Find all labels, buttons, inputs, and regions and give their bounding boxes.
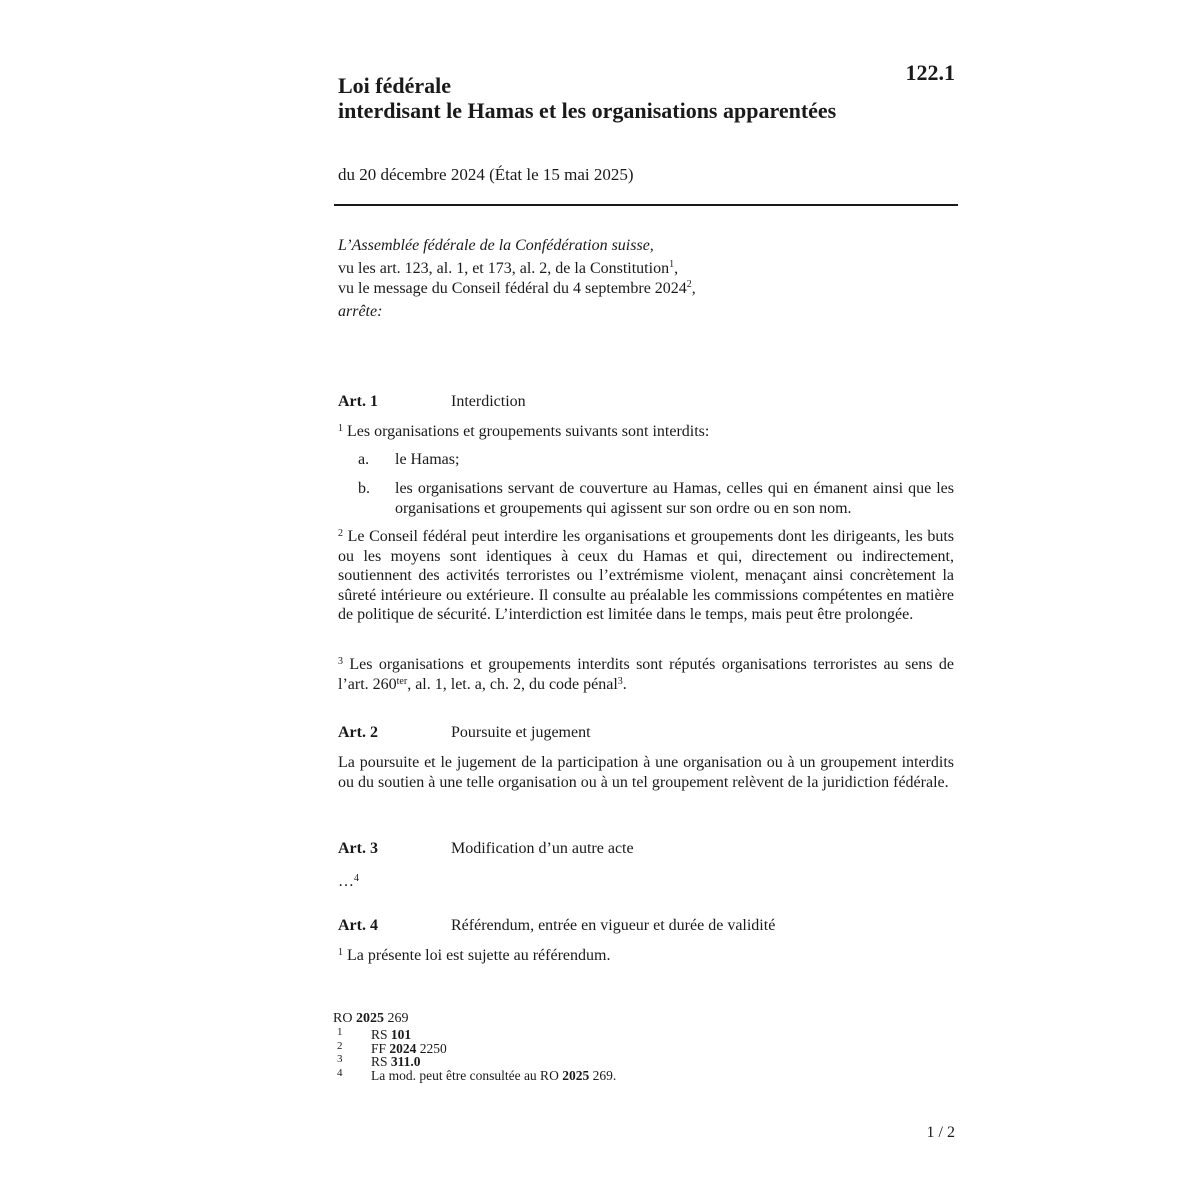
preamble-line1-end: , bbox=[674, 260, 679, 277]
art1-p3-ter: ter bbox=[396, 675, 408, 687]
art1-p1-number: 1 bbox=[338, 423, 343, 434]
footnote-1-number: 1 bbox=[337, 1026, 343, 1038]
art1-item-a bbox=[338, 450, 954, 470]
art3-ellipsis: … bbox=[338, 873, 354, 890]
law-title bbox=[338, 73, 898, 123]
art2-paragraph: La poursuite et le jugement de la participation à une organisation ou à un groupement interdits ou du soutien à une telle organisation ou à un tel groupement relèvent de la juridiction fédérale. bbox=[338, 754, 954, 791]
art4-paragraph-1 bbox=[338, 946, 954, 966]
art1-paragraph-2 bbox=[338, 527, 954, 625]
footnote-3 bbox=[333, 1053, 421, 1069]
footnote-ref-4[interactable]: 4 bbox=[354, 873, 359, 884]
art1-item-a-letter: a. bbox=[358, 451, 370, 468]
preamble-message bbox=[338, 279, 958, 299]
art1-paragraph-1 bbox=[338, 422, 954, 442]
art1-paragraph-3 bbox=[338, 655, 954, 694]
footnote-1 bbox=[333, 1026, 412, 1042]
art1-number: Art. 1 bbox=[338, 393, 378, 410]
art1-p1-text: Les organisations et groupements suivants sont interdits: bbox=[343, 423, 710, 440]
footnote-2 bbox=[333, 1039, 447, 1056]
official-compilation-ref bbox=[333, 1011, 408, 1027]
header-divider bbox=[334, 204, 958, 206]
art3-title: Modification d’un autre acte bbox=[451, 840, 634, 857]
footnote-ref-3[interactable]: 3 bbox=[617, 675, 623, 687]
art1-item-b bbox=[338, 479, 954, 518]
art1-p3-text-b: , al. 1, let. a, ch. 2, du code pénal bbox=[407, 675, 618, 693]
preamble-constitution bbox=[338, 259, 958, 279]
art1-item-b-text: les organisations servant de couverture au Hamas, celles qui en émanent ainsi que les organisations et groupements qui agissent sur son ordre ou en son nom. bbox=[395, 480, 954, 517]
art2-title: Poursuite et jugement bbox=[451, 724, 591, 741]
art1-item-a-text: le Hamas; bbox=[395, 451, 460, 468]
page-number: 1 / 2 bbox=[926, 1124, 955, 1141]
preamble-line1-text: vu les art. 123, al. 1, et 173, al. 2, de la Constitution bbox=[338, 260, 670, 277]
art4-p1-number: 1 bbox=[338, 947, 343, 958]
art1-heading bbox=[338, 393, 526, 411]
art3-heading bbox=[338, 840, 634, 858]
preamble bbox=[338, 236, 958, 322]
ro-page: 269 bbox=[383, 1011, 409, 1026]
art1-p3-number: 3 bbox=[338, 656, 343, 667]
art1-p2-text: Le Conseil fédéral peut interdire les organisations et groupements dont les dirigeants, les buts ou les moyens sont identiques à ceux du Hamas et qui, directement ou indirectement, soutiennent des activités terroristes ou l’extrémisme violent, menaçant ainsi concrètement la sûreté intérieure ou extérieure. Il consulte au préalable les commissions compétentes en matière de politique de sécurité. L’interdiction est limitée dans le temps, mais peut être prolongée. bbox=[338, 528, 954, 623]
footnote-2-number: 2 bbox=[337, 1039, 343, 1052]
art1-p3-end: . bbox=[622, 675, 627, 693]
ro-prefix: RO bbox=[333, 1011, 356, 1026]
art1-p3-text-a: Les organisations et groupements interdits sont réputés organisations terroristes au sens de l’art. 260 bbox=[338, 656, 954, 693]
law-date: du 20 décembre 2024 (État le 15 mai 2025) bbox=[338, 165, 634, 184]
art1-item-b-letter: b. bbox=[358, 480, 370, 497]
law-number: 122.1 bbox=[905, 60, 955, 85]
ro-year: 2025 bbox=[355, 1011, 384, 1026]
footnote-2-text: FF 2024 2250 bbox=[371, 1040, 447, 1056]
art4-p1-text: La présente loi est sujette au référendum. bbox=[343, 947, 611, 964]
art4-heading bbox=[338, 917, 775, 935]
title-line-2: interdisant le Hamas et les organisations apparentées bbox=[338, 98, 837, 123]
art2-number: Art. 2 bbox=[338, 724, 378, 741]
footnote-4-number: 4 bbox=[337, 1066, 343, 1079]
title-line-1: Loi fédérale bbox=[338, 73, 452, 98]
preamble-line2-end: , bbox=[691, 280, 696, 297]
footnote-1-text: RS 101 bbox=[371, 1027, 412, 1042]
preamble-line2-text: vu le message du Conseil fédéral du 4 septembre 2024 bbox=[338, 280, 687, 297]
art1-p2-number: 2 bbox=[338, 528, 343, 539]
footnote-ref-1[interactable]: 1 bbox=[669, 259, 675, 270]
footnote-3-text: RS 311.0 bbox=[371, 1054, 421, 1069]
preamble-decrees: arrête: bbox=[338, 303, 383, 320]
footnote-4 bbox=[333, 1066, 617, 1083]
art4-number: Art. 4 bbox=[338, 917, 378, 934]
art3-number: Art. 3 bbox=[338, 840, 378, 857]
footnote-3-number: 3 bbox=[337, 1053, 343, 1065]
footnote-4-text: La mod. peut être consultée au RO 2025 269. bbox=[371, 1067, 617, 1083]
footnotes bbox=[333, 1011, 617, 1083]
art3-paragraph bbox=[338, 872, 954, 892]
footnote-ref-2[interactable]: 2 bbox=[686, 279, 692, 290]
art1-title: Interdiction bbox=[451, 393, 526, 410]
art2-heading bbox=[338, 724, 591, 742]
art4-title: Référendum, entrée en vigueur et durée de validité bbox=[451, 917, 776, 934]
preamble-assembly: L’Assemblée fédérale de la Confédération suisse, bbox=[338, 237, 654, 254]
